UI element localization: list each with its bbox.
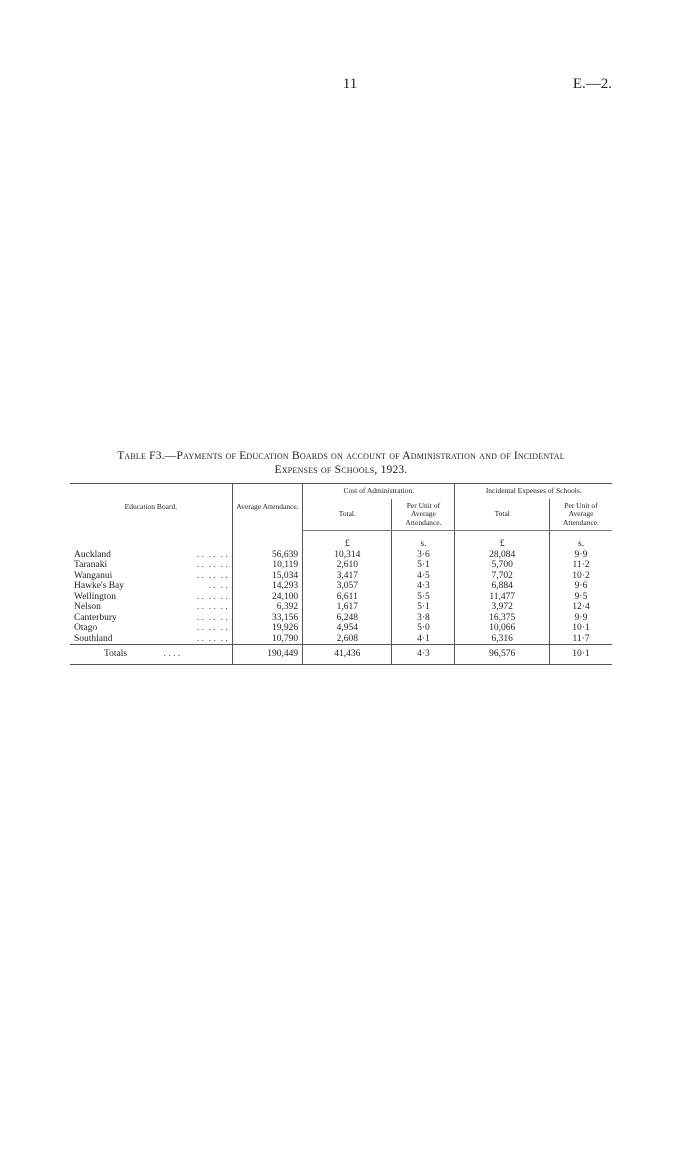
row-admin-per-unit: 5·1 bbox=[392, 560, 455, 571]
row-incidental-per-unit: 10·1 bbox=[549, 623, 612, 634]
totals-row bbox=[70, 645, 612, 665]
row-attendance: 10,119 bbox=[232, 560, 302, 571]
row-incidental-total: 6,316 bbox=[455, 634, 550, 645]
table-row bbox=[70, 560, 612, 571]
table-row bbox=[70, 634, 612, 645]
totals-incidental-total: 96,576 bbox=[455, 645, 550, 665]
header-incidental-expenses: Incidental Expenses of Schools. bbox=[455, 484, 612, 499]
row-admin-total: 4,954 bbox=[303, 623, 392, 634]
row-incidental-total: 10,066 bbox=[455, 623, 550, 634]
board-cell bbox=[70, 592, 232, 603]
leader-dots: . . . . . . bbox=[196, 602, 228, 612]
row-attendance: 24,100 bbox=[232, 592, 302, 603]
table-row bbox=[70, 623, 612, 634]
leader-dots: . . . . . . bbox=[196, 560, 228, 570]
unit-admin-total: £ bbox=[303, 531, 392, 550]
row-admin-total: 3,057 bbox=[303, 581, 392, 592]
board-name: Southland bbox=[74, 633, 113, 644]
row-incidental-per-unit: 11·7 bbox=[549, 634, 612, 645]
table-title bbox=[70, 449, 612, 477]
board-cell bbox=[70, 550, 232, 561]
row-admin-per-unit: 5·5 bbox=[392, 592, 455, 603]
header-admin-total: Total. bbox=[303, 499, 392, 531]
totals-leader-dots: . . . . bbox=[163, 649, 181, 659]
totals-admin-per-unit: 4·3 bbox=[392, 645, 455, 665]
document-reference: E.—2. bbox=[572, 76, 612, 92]
totals-admin-total: 41,436 bbox=[303, 645, 392, 665]
header-admin-per-unit: Per Unit of Average Attendance. bbox=[392, 499, 455, 531]
row-attendance: 19,926 bbox=[232, 623, 302, 634]
leader-dots: . . . . . . bbox=[196, 623, 228, 633]
leader-dots: . . . . . . bbox=[196, 633, 228, 644]
header-incidental-per-unit: Per Unit of Average Attendance. bbox=[549, 499, 612, 531]
leader-dots: . . . . . . bbox=[196, 549, 228, 560]
row-attendance: 33,156 bbox=[232, 613, 302, 624]
totals-label: Totals bbox=[104, 649, 128, 659]
header-cost-of-administration: Cost of Administration. bbox=[303, 484, 455, 499]
row-admin-total: 3,417 bbox=[303, 571, 392, 582]
table-row bbox=[70, 550, 612, 561]
row-admin-total: 6,611 bbox=[303, 592, 392, 603]
totals-label-cell bbox=[70, 645, 232, 665]
leader-dots: . . . . . . bbox=[196, 570, 228, 581]
data-rows bbox=[70, 550, 612, 645]
header-education-board: Education Board. bbox=[70, 484, 232, 531]
row-attendance: 15,034 bbox=[232, 571, 302, 582]
board-cell bbox=[70, 560, 232, 571]
row-attendance: 10,790 bbox=[232, 634, 302, 645]
totals-attendance: 190,449 bbox=[232, 645, 302, 665]
row-admin-total: 2,610 bbox=[303, 560, 392, 571]
row-admin-per-unit: 4·5 bbox=[392, 571, 455, 582]
unit-admin-per-unit: s. bbox=[392, 531, 455, 550]
table-title-line-2: Expenses of Schools, 1923. bbox=[274, 464, 408, 476]
row-incidental-total: 7,702 bbox=[455, 571, 550, 582]
row-admin-total: 10,314 bbox=[303, 550, 392, 561]
row-incidental-per-unit: 12·4 bbox=[549, 602, 612, 613]
row-attendance: 6,392 bbox=[232, 602, 302, 613]
board-name: Taranaki bbox=[74, 560, 108, 570]
payments-table bbox=[70, 483, 612, 665]
row-incidental-per-unit: 10·2 bbox=[549, 571, 612, 582]
board-name: Hawke's Bay bbox=[74, 581, 124, 591]
row-incidental-total: 5,700 bbox=[455, 560, 550, 571]
table-row bbox=[70, 581, 612, 592]
row-incidental-total: 16,375 bbox=[455, 613, 550, 624]
row-admin-per-unit: 3·6 bbox=[392, 550, 455, 561]
row-admin-per-unit: 3·8 bbox=[392, 613, 455, 624]
header-average-attendance: Average Attendance. bbox=[232, 484, 302, 531]
page-number: 11 bbox=[342, 76, 358, 92]
leader-dots: . . . . . . bbox=[196, 591, 228, 602]
row-admin-per-unit: 4·3 bbox=[392, 581, 455, 592]
row-admin-total: 6,248 bbox=[303, 613, 392, 624]
board-cell bbox=[70, 581, 232, 592]
row-incidental-per-unit: 9·9 bbox=[549, 613, 612, 624]
board-name: Nelson bbox=[74, 602, 101, 612]
board-name: Wanganui bbox=[74, 570, 113, 581]
row-incidental-total: 6,884 bbox=[455, 581, 550, 592]
board-cell bbox=[70, 571, 232, 582]
row-admin-total: 2,608 bbox=[303, 634, 392, 645]
row-admin-total: 1,617 bbox=[303, 602, 392, 613]
unit-incidental-per-unit: s. bbox=[549, 531, 612, 550]
board-name: Canterbury bbox=[74, 612, 117, 623]
totals-incidental-per-unit: 10·1 bbox=[549, 645, 612, 665]
row-incidental-per-unit: 11·2 bbox=[549, 560, 612, 571]
row-incidental-per-unit: 9·5 bbox=[549, 592, 612, 603]
units-row bbox=[70, 531, 612, 550]
board-cell bbox=[70, 602, 232, 613]
table-row bbox=[70, 592, 612, 603]
row-admin-per-unit: 5·0 bbox=[392, 623, 455, 634]
board-cell bbox=[70, 623, 232, 634]
table-row bbox=[70, 602, 612, 613]
table-title-line-1: Table F3.—Payments of Education Boards on account of Administration and of Incidental bbox=[117, 450, 565, 462]
leader-dots: . . . . . . bbox=[196, 612, 228, 623]
row-incidental-total: 3,972 bbox=[455, 602, 550, 613]
row-incidental-total: 11,477 bbox=[455, 592, 550, 603]
board-name: Otago bbox=[74, 623, 98, 633]
row-incidental-per-unit: 9·6 bbox=[549, 581, 612, 592]
header-incidental-total: Total bbox=[455, 499, 550, 531]
board-name: Auckland bbox=[74, 549, 111, 560]
board-cell bbox=[70, 613, 232, 624]
table-row bbox=[70, 571, 612, 582]
table-row bbox=[70, 613, 612, 624]
row-attendance: 14,293 bbox=[232, 581, 302, 592]
table-body bbox=[70, 531, 612, 550]
row-admin-per-unit: 5·1 bbox=[392, 602, 455, 613]
board-name: Wellington bbox=[74, 591, 116, 602]
row-admin-per-unit: 4·1 bbox=[392, 634, 455, 645]
row-incidental-total: 28,084 bbox=[455, 550, 550, 561]
board-cell bbox=[70, 634, 232, 645]
row-incidental-per-unit: 9·9 bbox=[549, 550, 612, 561]
leader-dots: . . . . bbox=[208, 581, 228, 591]
row-attendance: 56,639 bbox=[232, 550, 302, 561]
unit-incidental-total: £ bbox=[455, 531, 550, 550]
